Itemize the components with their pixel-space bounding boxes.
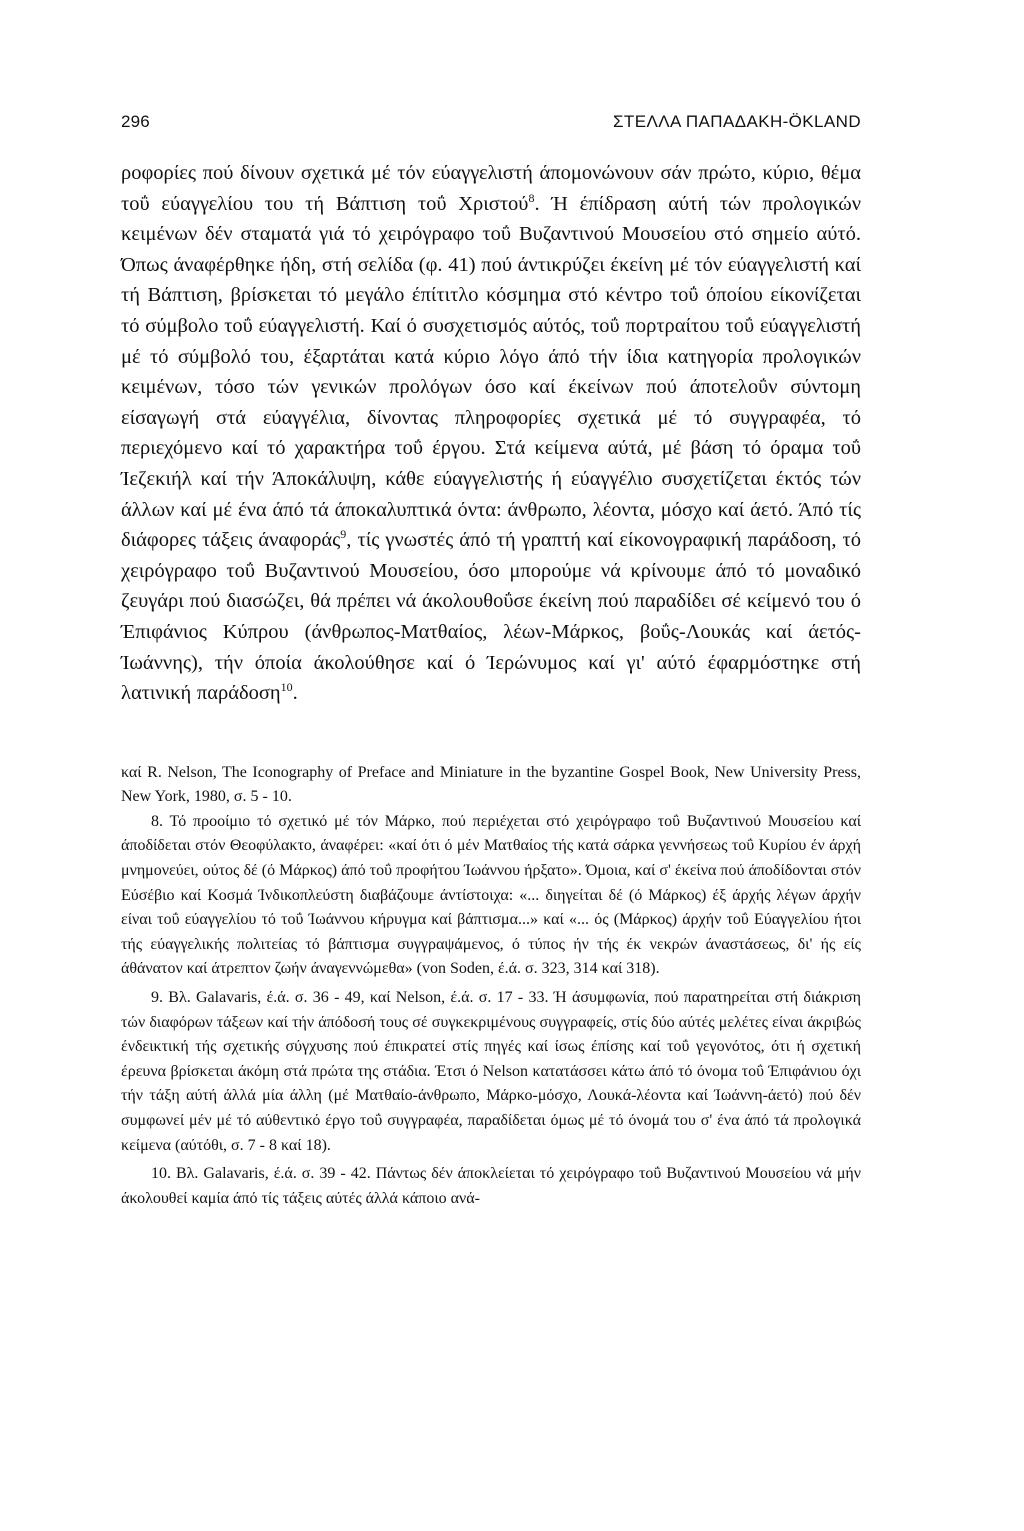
main-text-part-1: ροφορίες πού δίνουν σχετικά μέ τόν εύαγγελιστή άπομονώνουν σάν πρώτο, κύριο, θέμα τοΰ εύαγγελίου του τή Βάπτιση τοΰ Χριστού — [121, 162, 861, 215]
footnote-8: 8. Τό προοίμιο τό σχετικό μέ τόν Μάρκο, πού περιέχεται στό χειρόγραφο τοΰ Βυζαντινού Μουσείου καί άποδίδεται στόν Θεοφύλακτο, άναφέρει: «καί ότι ό μέν Ματθαίος τής κατά σάρκα γεννήσεως τοΰ Κυρίου έν άρχή μνημονεύει, ούτος δέ (ό Μάρκος) άπό τοΰ προφήτου Ίωάννου ήρξατο». Όμοια, καί σ' έκείνα πού άποδίδονται στόν Εύσέβιο καί Κοσμά Ίνδικοπλεύστη διαβάζουμε άντίστοιχα: «... διηγείται δέ (ό Μάρκος) έξ άρχής λέγων άρχήν είναι τοΰ εύαγγελίου τό τοΰ Ίωάννου κήρυγμα καί βάπτισμα...» καί «... ός (Μάρκος) άρχήν τοΰ Εύαγγελίου ήτοι τής εύαγγελικής πολιτείας τό βάπτισμα συγγραψάμενος, ό τύπος ήν τής έκ νεκρών άναστάσεως, δι' ής είς άθάνατον καί άτρεπτον ζωήν άναγεννώμεθα» (von Soden, έ.ά. σ. 323, 314 καί 318). — [121, 812, 861, 978]
page-number: 296 — [121, 112, 150, 131]
footnote-continuation: καί R. Nelson, The Iconography of Preface and Miniature in the byzantine Gospel Book, New University Press, New York, 1980, σ. 5 - 10. — [121, 763, 861, 806]
running-head: ΣΤΕΛΛΑ ΠΑΠΑΔΑΚΗ-ÖKLAND — [613, 112, 861, 131]
main-text-part-4: . — [292, 682, 298, 705]
footnote-ref-10: 10 — [280, 680, 293, 695]
book-page — [121, 112, 861, 1211]
main-paragraph — [121, 158, 861, 709]
main-text-part-3: , τίς γνωστές άπό τή γραπτή καί είκονογραφική παράδοση, τό χειρόγραφο τοΰ Βυζαντινού Μουσείου, όσο μπορούμε νά κρίνουμε άπό τό μοναδικό ζευγάρι πού διασώζει, θά πρέπει νά άκολουθοΰσε έκείνη πού παραδίδει σέ κείμενό του ό Έπιφάνιος Κύπρου (άνθρωπος-Ματθαίος, λέων-Μάρκος, βοΰς-Λουκάς καί άετός-Ίωάννης), τήν όποία άκολούθησε καί ό Ίερώνυμος καί γι' αύτό έφαρμόστηκε στή λατινική παράδοση — [121, 529, 861, 705]
footnote-ref-9: 9 — [340, 527, 347, 542]
footnote-10: 10. Βλ. Galavaris, έ.ά. σ. 39 - 42. Πάντως δέν άποκλείεται τό χειρόγραφο τοΰ Βυζαντινού Μουσείου νά μήν άκολουθεί καμία άπό τίς τάξεις αύτές άλλά κάποιο ανά- — [121, 1165, 861, 1207]
footnote-9: 9. Βλ. Galavaris, έ.ά. σ. 36 - 49, καί Nelson, έ.ά. σ. 17 - 33. Ή άσυμφωνία, πού παρατηρείται στή διάκριση τών διαφόρων τάξεων καί τήν άπόδοσή τους σέ συγκεκριμένους συγγραφείς, στίς δύο αύτές μελέτες είναι άκριβώς ένδεικτική τής σχετικής σύγχυσης πού έπικρατεί στίς πηγές καί ίσως έπίσης καί τοΰ γεγονότος, ότι ή σχετική έρευνα βρίσκεται άκόμη στά πρώτα της στάδια. Έτσι ό Nelson κατατάσσει κάτω άπό τό όνομα τοΰ Έπιφάνιου όχι τήν τάξη αύτή άλλά μία άλλη (μέ Ματθαίο-άνθρωπο, Μάρκο-μόσχο, Λουκά-λέοντα καί Ίωάννη-άετό) πού δέν συμφωνεί μέν μέ τό αύθεντικό έργο τοΰ συγγραφέα, παραδίδεται όμως μέ τό όνομά του σ' ένα άπό τά προλογικά κείμενα (αύτόθι, σ. 7 - 8 καί 18). — [121, 989, 861, 1154]
page-header — [121, 112, 861, 132]
footnote-ref-8: 8 — [528, 190, 535, 205]
main-text-part-2: . Ή έπίδραση αύτή τών προλογικών κειμένων δέν σταματά γιά τό χειρόγραφο τοΰ Βυζαντινού Μουσείου στό σημείο αύτό. Όπως άναφέρθηκε ήδη, στή σελίδα (φ. 41) πού άντικρύζει έκείνη μέ τόν εύαγγελιστή καί τή Βάπτιση, βρίσκεται τό μεγάλο έπίτιτλο κόσμημα στό κέντρο τοΰ όποίου είκονίζεται τό σύμβολο τοΰ εύαγγελιστή. Καί ό συσχετισμός αύτός, τοΰ πορτραίτου τοΰ εύαγγελιστή μέ τό σύμβολό του, έξαρτάται κατά κύριο λόγο άπό τήν ίδια κατηγορία προλογικών κειμένων, τόσο τών γενικών προλόγων όσο καί έκείνων πού άποτελοΰν σύντομη είσαγωγή στά εύαγγέλια, δίνοντας πληροφορίες σχετικά μέ τό συγγραφέα, τό περιεχόμενο καί τό χαρακτήρα τοΰ έργου. Στά κείμενα αύτά, μέ βάση τό όραμα τοΰ Ίεζεκιήλ καί τήν Άποκάλυψη, κάθε εύαγγελιστής ή εύαγγέλιο συσχετίζεται έκτός τών άλλων καί μέ ένα άπό τά άποκαλυπτικά όντα: άνθρωπο, λέοντα, μόσχο καί άετό. Άπό τίς διάφορες τάξεις άναφοράς — [121, 192, 861, 552]
footnotes — [121, 761, 861, 1212]
